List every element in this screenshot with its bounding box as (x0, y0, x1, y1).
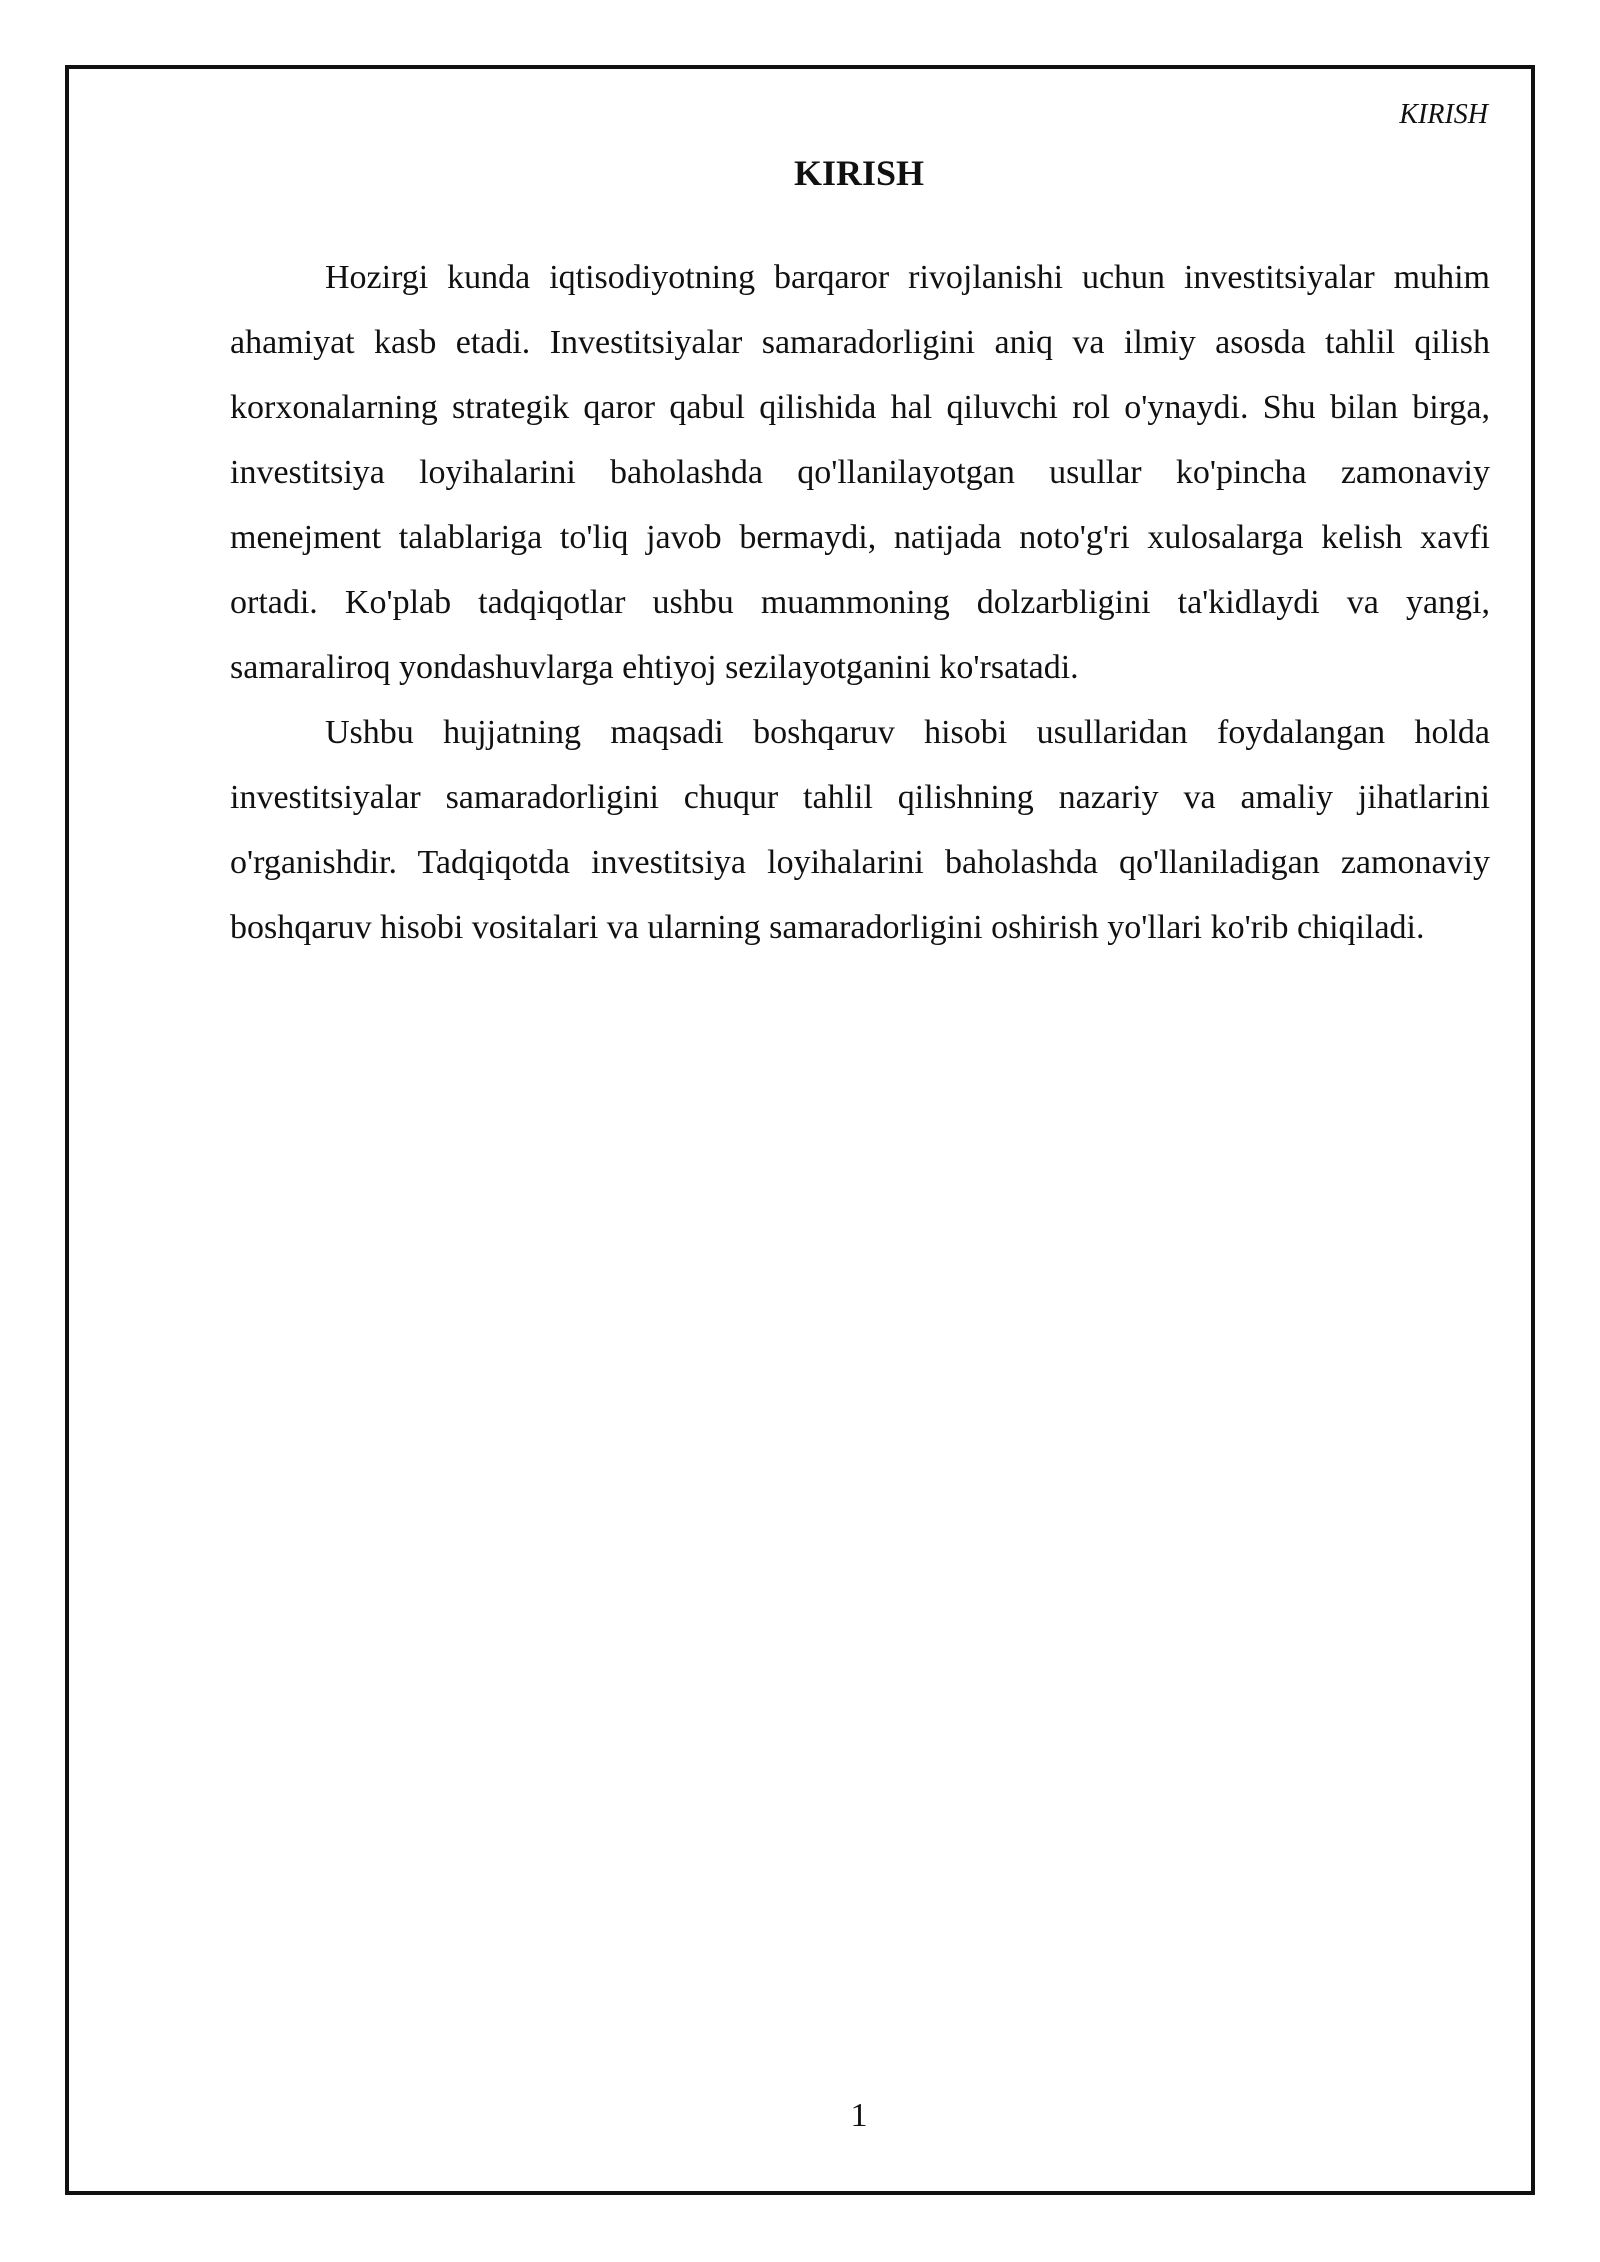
running-header: KIRISH (1399, 99, 1488, 130)
body-text (230, 245, 1490, 960)
page-number: 1 (850, 2097, 868, 2134)
paragraph-2: Ushbu hujjatning maqsadi boshqaruv hisobi usullaridan foydalangan holda investitsiyalar samaradorligini chuqur tahlil qilishning nazariy va amaliy jihatlarini o'rganishdir. Tadqiqotda investitsiya loyihalarini baholashda qo'llaniladigan zamonaviy boshqaruv hisobi vositalari va ularning samaradorligini oshirish yo'llari ko'rib chiqiladi. (230, 714, 1490, 946)
paragraph-1: Hozirgi kunda iqtisodiyotning barqaror rivojlanishi uchun investitsiyalar muhim ahamiyat kasb etadi. Investitsiyalar samaradorligini aniq va ilmiy asosda tahlil qilish korxonalarning strategik qaror qabul qilishida hal qiluvchi rol o'ynaydi. Shu bilan birga, investitsiya loyihalarini baholashda qo'llanilayotgan usullar ko'pincha zamonaviy menejment talablariga to'liq javob bermaydi, natijada noto'g'ri xulosalarga kelish xavfi ortadi. Ko'plab tadqiqotlar ushbu muammoning dolzarbligini ta'kidlaydi va yangi, samaraliroq yondashuvlarga ehtiyoj sezilayotganini ko'rsatadi. (230, 259, 1490, 686)
page-title: KIRISH (793, 153, 925, 193)
